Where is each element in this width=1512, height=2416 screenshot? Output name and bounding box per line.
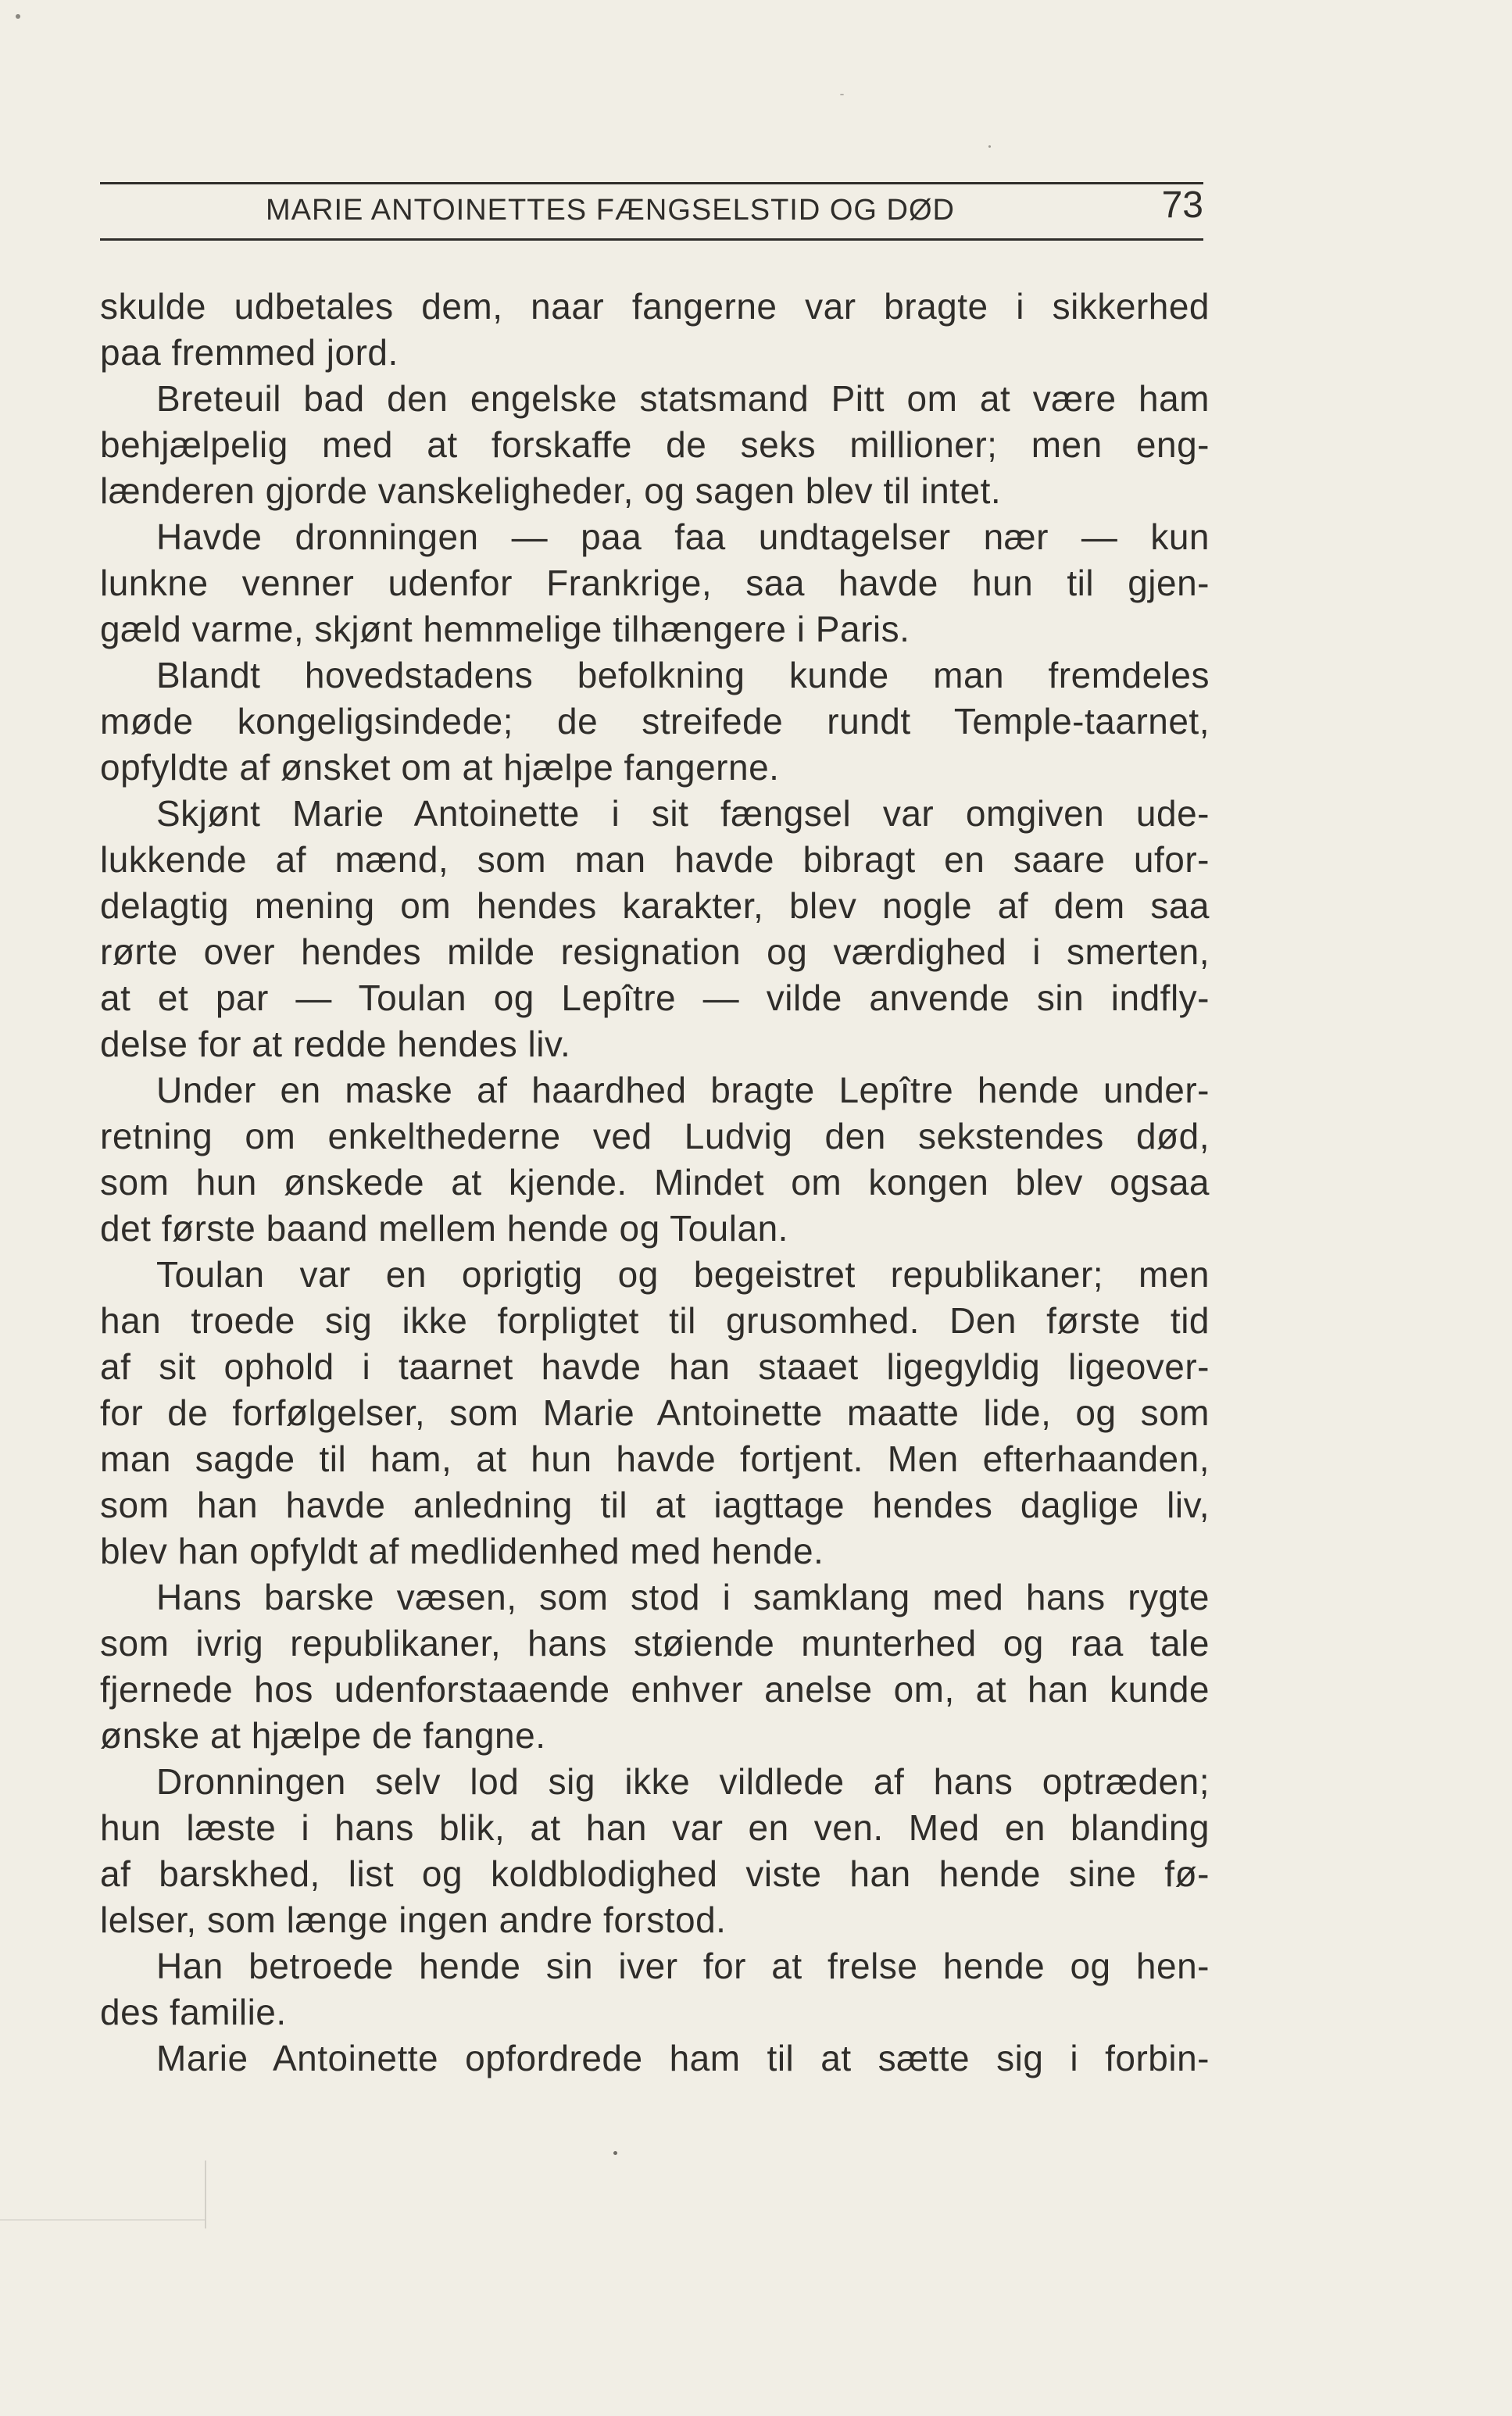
text-line: Dronningen selv lod sig ikke vildlede af hans optræden;	[156, 1761, 1210, 1802]
page-edge-mark	[0, 2219, 206, 2228]
text-line: Skjønt Marie Antoinette i sit fængsel var omgiven ude-	[156, 793, 1210, 834]
text-line: Blandt hovedstadens befolkning kunde man fremdeles	[156, 655, 1210, 695]
text-line: lunkne venner udenfor Frankrige, saa havde hun til gjen-	[100, 563, 1210, 603]
text-line: skulde udbetales dem, naar fangerne var bragte i sikkerhed	[100, 286, 1210, 327]
page-number: 73	[1161, 184, 1203, 226]
text-line: rørte over hendes milde resignation og værdighed i smerten,	[100, 931, 1210, 972]
text-line: ønske at hjælpe de fangne.	[100, 1715, 546, 1756]
text-line: lelser, som længe ingen andre forstod.	[100, 1900, 727, 1940]
text-line: paa fremmed jord.	[100, 332, 399, 373]
paper-speck	[16, 14, 20, 19]
text-line: som ivrig republikaner, hans støiende munterhed og raa tale	[100, 1623, 1210, 1664]
text-line: Havde dronningen — paa faa undtagelser nær — kun	[156, 516, 1210, 557]
header-rule-bottom	[100, 238, 1203, 241]
text-line: hun læste i hans blik, at han var en ven. Med en blanding	[100, 1807, 1210, 1848]
text-line: af barskhed, list og koldblodighed viste han hende sine fø-	[100, 1853, 1210, 1894]
text-line: af sit ophold i taarnet havde han staaet ligegyldig ligeover-	[100, 1346, 1210, 1387]
text-line: Marie Antoinette opfordrede ham til at sætte sig i forbin-	[156, 2038, 1210, 2078]
text-line: delse for at redde hendes liv.	[100, 1024, 571, 1064]
paper-speck	[840, 94, 844, 95]
text-line: lukkende af mænd, som man havde bibragt en saare ufor-	[100, 839, 1210, 880]
text-line: behjælpelig med at forskaffe de seks millioner; men eng-	[100, 424, 1210, 465]
text-line: Toulan var en oprigtig og begeistret republikaner; men	[156, 1254, 1210, 1295]
paper-speck	[613, 2151, 617, 2155]
text-line: som han havde anledning til at iagttage hendes daglige liv,	[100, 1485, 1210, 1525]
text-line: Breteuil bad den engelske statsmand Pitt om at være ham	[156, 378, 1210, 419]
paper-speck	[988, 145, 991, 148]
text-line: at et par — Toulan og Lepître — vilde anvende sin indfly-	[100, 977, 1210, 1018]
text-line: des familie.	[100, 1992, 287, 2032]
text-line: Under en maske af haardhed bragte Lepître hende under-	[156, 1070, 1210, 1110]
text-line: gæld varme, skjønt hemmelige tilhængere i Paris.	[100, 609, 910, 649]
text-line: for de forfølgelser, som Marie Antoinette maatte lide, og som	[100, 1392, 1210, 1433]
text-line: han troede sig ikke forpligtet til grusomhed. Den første tid	[100, 1300, 1210, 1341]
text-line: opfyldte af ønsket om at hjælpe fangerne.	[100, 747, 780, 788]
text-line: Han betroede hende sin iver for at frelse hende og hen-	[156, 1946, 1210, 1986]
text-line: retning om enkelthederne ved Ludvig den sekstendes død,	[100, 1116, 1210, 1156]
text-line: Hans barske væsen, som stod i samklang med hans rygte	[156, 1577, 1210, 1617]
text-line: blev han opfyldt af medlidenhed med hende.	[100, 1531, 824, 1571]
text-line: det første baand mellem hende og Toulan.	[100, 1208, 788, 1249]
text-line: man sagde til ham, at hun havde fortjent. Men efterhaanden,	[100, 1439, 1210, 1479]
running-title: MARIE ANTOINETTES FÆNGSELSTID OG DØD	[266, 194, 955, 227]
page-edge-mark	[0, 2160, 206, 2221]
text-line: fjernede hos udenforstaaende enhver anelse om, at han kunde	[100, 1669, 1210, 1710]
text-line: lænderen gjorde vanskeligheder, og sagen blev til intet.	[100, 470, 1002, 511]
text-line: møde kongeligsindede; de streifede rundt Temple-taarnet,	[100, 701, 1210, 742]
header-rule-top	[100, 182, 1203, 184]
text-line: delagtig mening om hendes karakter, blev nogle af dem saa	[100, 885, 1210, 926]
text-line: som hun ønskede at kjende. Mindet om kongen blev ogsaa	[100, 1162, 1210, 1203]
body-text	[100, 284, 1210, 2082]
